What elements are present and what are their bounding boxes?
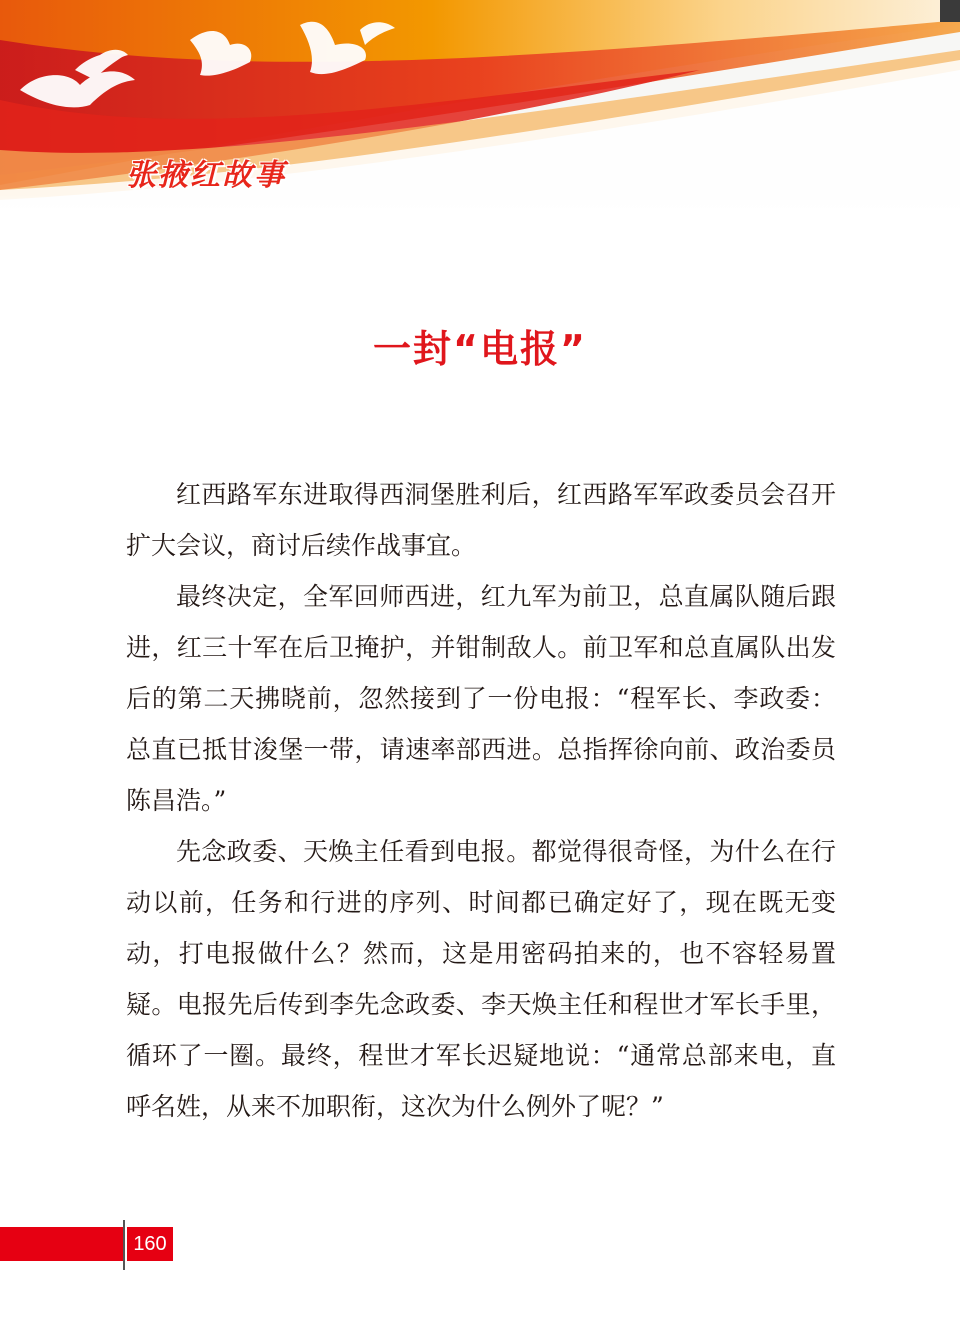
series-title: 张掖红故事 (126, 158, 286, 193)
page-number: 160 (127, 1227, 173, 1261)
article-body (126, 469, 836, 1132)
footer-red-bar (0, 1227, 123, 1261)
article-title: 一封“电报” (373, 327, 587, 371)
paragraph: 先念政委、天焕主任看到电报。都觉得很奇怪，为什么在行动以前，任务和行进的序列、时间都已确定好了，现在既无变动，打电报做什么？然而，这是用密码拍来的，也不容轻易置疑。电报先后传到李先念政委、李天焕主任和程世才军长手里，循环了一圈。最终，程世才军长迟疑地说：“通常总部来电，直呼名姓，从来不加职衔，这次为什么例外了呢？” (126, 837, 836, 1121)
footer-divider (123, 1220, 125, 1270)
paragraph: 最终决定，全军回师西进，红九军为前卫，总直属队随后跟进，红三十军在后卫掩护，并钳制敌人。前卫军和总直属队出发后的第二天拂晓前，忽然接到了一份电报：“程军长、李政委：总直已抵甘浚堡一带，请速率部西进。总指挥徐向前、政治委员陈昌浩。” (126, 582, 836, 815)
paragraph: 红西路军东进取得西洞堡胜利后，红西路军军政委员会召开扩大会议，商讨后续作战事宜。 (126, 480, 836, 560)
